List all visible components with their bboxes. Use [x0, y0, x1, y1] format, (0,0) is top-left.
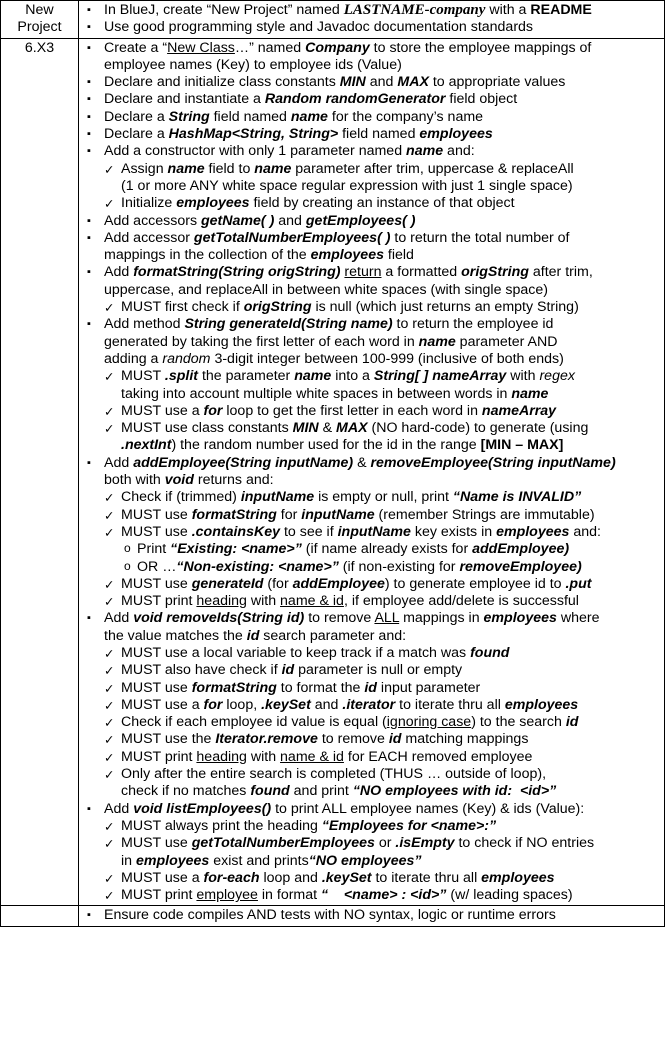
bullet-continuation: generated by taking the first letter of each word in name parameter AND	[104, 333, 558, 350]
check-item: ✓ MUST use a for-each loop and .keySet to iterate thru all employees	[83, 870, 662, 887]
check-item: ✓ MUST use a for loop to get the first letter in each word in nameArray	[83, 403, 662, 420]
bullet-item: ▪ Add addEmployee(String inputName) & removeEmployee(String inputName)	[83, 455, 662, 472]
bullet-item: ▪ Ensure code compiles AND tests with NO syntax, logic or runtime errors	[83, 907, 662, 924]
bullet-item: ▪ Declare and instantiate a Random randomGenerator field object	[83, 91, 662, 108]
bullet-item: ▪ Declare a String field named name for the company’s name	[83, 109, 662, 126]
check-item: ✓ MUST print heading with name & id for EACH removed employee	[83, 749, 662, 766]
bullet-item: ▪ Add formatString(String origString) return a formatted origString after trim,	[83, 264, 662, 281]
check-item: ✓ MUST first check if origString is null (which just returns an empty String)	[83, 299, 662, 316]
bullet-continuation: adding a random 3-digit integer between 100-999 (inclusive of both ends)	[104, 350, 564, 367]
bullet-continuation: both with void returns and:	[104, 472, 274, 489]
check-item: ✓ MUST use formatString for inputName (remember Strings are immutable)	[83, 507, 662, 524]
table-row-new-project	[1, 1, 665, 39]
bullet-item: ▪ Add void removeIds(String id) to remove ALL mappings in employees where	[83, 610, 662, 627]
check-item: ✓ Only after the entire search is completed (THUS … outside of loop),	[83, 766, 662, 783]
bullet-item: ▪ Declare a HashMap<String, String> field named employees	[83, 126, 662, 143]
table-row-final	[1, 906, 665, 926]
check-item: ✓ MUST use formatString to format the id input parameter	[83, 680, 662, 697]
requirements-cell	[79, 38, 665, 906]
bullet-continuation: mappings in the collection of the employees field	[104, 247, 414, 264]
check-item: ✓ MUST always print the heading “Employees for <name>:”	[83, 818, 662, 835]
bullet-item: ▪ Use good programming style and Javadoc documentation standards	[83, 19, 662, 36]
bullet-item: ▪ Declare and initialize class constants MIN and MAX to appropriate values	[83, 74, 662, 91]
requirements-cell	[79, 1, 665, 39]
bullet-continuation: employee names (Key) to employee ids (Value)	[104, 56, 402, 73]
requirements-cell	[79, 906, 665, 926]
row-label-cell	[1, 1, 79, 39]
check-item: ✓ MUST use a for loop, .keySet and .iterator to iterate thru all employees	[83, 697, 662, 714]
bullet-continuation: uppercase, and replaceAll in between white spaces (with single space)	[104, 281, 549, 298]
sub-bullet-item: o OR …“Non-existing: <name>” (if non-existing for removeEmployee)	[83, 559, 662, 576]
sub-bullet-item: o Print “Existing: <name>” (if name already exists for addEmployee)	[83, 541, 662, 558]
row-label-line: Project	[17, 19, 62, 36]
check-item: ✓ Assign name field to name parameter after trim, uppercase & replaceAll	[83, 161, 662, 178]
check-continuation: check if no matches found and print “NO employees with id: <id>”	[121, 783, 557, 800]
check-item: ✓ MUST .split the parameter name into a String[ ] nameArray with regex	[83, 368, 662, 385]
check-continuation: .nextInt) the random number used for the id in the range [MIN – MAX]	[121, 437, 564, 454]
bullet-continuation: the value matches the id search parameter and:	[104, 627, 407, 644]
table-row-6x3	[1, 38, 665, 906]
check-item: ✓ Check if each employee id value is equal (ignoring case) to the search id	[83, 714, 662, 731]
check-continuation: (1 or more ANY white space regular expression with just 1 single space)	[121, 177, 573, 194]
check-item: ✓ MUST print heading with name & id, if employee add/delete is successful	[83, 593, 662, 610]
row-label-line: 6.X3	[24, 39, 55, 56]
bullet-item: ▪ Add accessor getTotalNumberEmployees( ) to return the total number of	[83, 230, 662, 247]
row-label-cell	[1, 38, 79, 906]
row-label-line: New	[25, 2, 54, 18]
check-item: ✓ MUST use a local variable to keep track if a match was found	[83, 645, 662, 662]
bullet-item: ▪ Add method String generateId(String name) to return the employee id	[83, 316, 662, 333]
bullet-item: ▪ Create a “New Class…” named Company to store the employee mappings of	[83, 40, 662, 57]
bullet-item: ▪ Add void listEmployees() to print ALL employee names (Key) & ids (Value):	[83, 801, 662, 818]
check-item: ✓ MUST use class constants MIN & MAX (NO hard-code) to generate (using	[83, 420, 662, 437]
check-item: ✓ MUST use generateId (for addEmployee) to generate employee id to .put	[83, 576, 662, 593]
row-label-cell	[1, 906, 79, 926]
check-item: ✓ Initialize employees field by creating an instance of that object	[83, 195, 662, 212]
check-item: ✓ MUST use getTotalNumberEmployees or .isEmpty to check if NO entries	[83, 835, 662, 852]
check-item: ✓ MUST also have check if id parameter is null or empty	[83, 662, 662, 679]
check-item: ✓ Check if (trimmed) inputName is empty or null, print “Name is INVALID”	[83, 489, 662, 506]
bullet-item: ▪ Add accessors getName( ) and getEmployees( )	[83, 213, 662, 230]
check-continuation: in employees exist and prints“NO employees”	[121, 852, 422, 869]
check-item: ✓ MUST use the Iterator.remove to remove id matching mappings	[83, 731, 662, 748]
check-item: ✓ MUST print employee in format “ <name> : <id>” (w/ leading spaces)	[83, 887, 662, 904]
check-continuation: taking into account multiple white spaces in between words in name	[121, 385, 549, 402]
bullet-item: ▪ In BlueJ, create “New Project” named LASTNAME-company with a README	[83, 2, 662, 19]
check-item: ✓ MUST use .containsKey to see if inputName key exists in employees and:	[83, 524, 662, 541]
bullet-item: ▪ Add a constructor with only 1 parameter named name and:	[83, 143, 662, 160]
